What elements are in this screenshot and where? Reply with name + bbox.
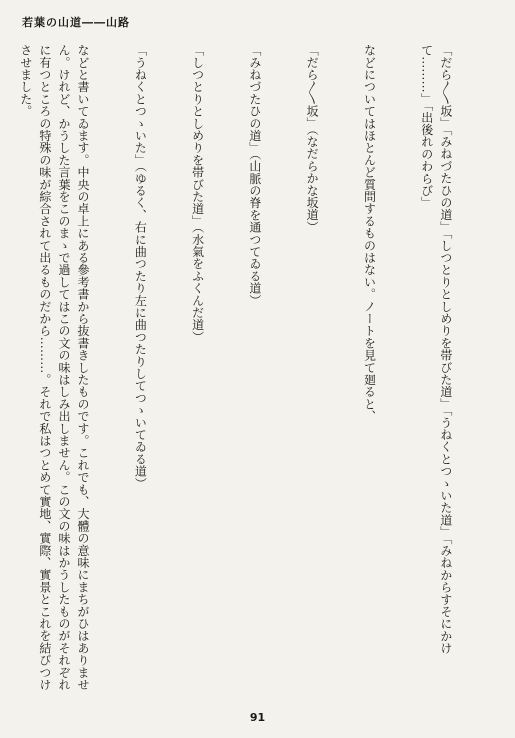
paragraph: 「だら〳〵坂」「みねづたひの道」「しつとりとしめりを帯びた道」「うねくとつゝいた道」「みねからすそにかけて………」「出後れのわらび」 [419,44,453,655]
paragraph: などと書いてゐます。中央の卓上にある參考書から抜書きしたものです。これでも、大體の意味にまちがひはありません。けれど、かうした言葉をこのまゝで過してはこの文の味はしみ出しません。この文の味はかうしたものがそれぞれに有つところの特殊の味が綜合されて出るものだから………。それで私はつとめて實地、實際、實景とこれを結びつけさせました。 [18,44,91,691]
paragraph: 「しつとりとしめりを帯びた道」（水氣をふくんだ道） [190,44,205,343]
paragraph: などについてはほとんど質問するものはない。ノートを見て廻ると、 [362,44,377,423]
running-header: 若葉の山道――山路 [22,16,130,29]
vertical-text-body [18,44,493,692]
paragraph: 「だら〳〵坂」（なだらかな坂道） [305,44,320,233]
paragraph: 「うねくとつゝいた」（ゆるく、右に曲つたり左に曲つたりしてつゝいてゐる道） [133,44,148,490]
page-number: 91 [249,711,266,724]
paragraph: 「みねづたひの道」（山脈の脊を通つてゐる道） [247,44,262,307]
